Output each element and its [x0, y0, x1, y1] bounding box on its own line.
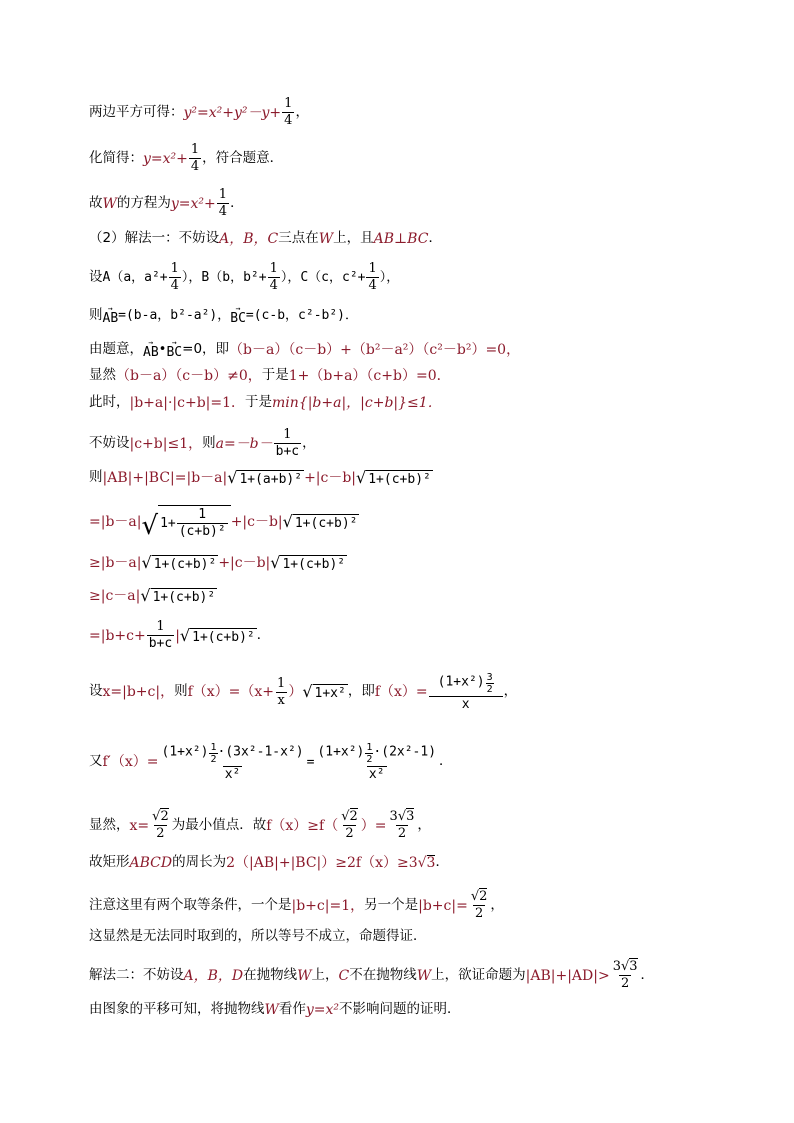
fraction: $\frac{√2}{2}$ [341, 809, 358, 841]
line-simplified: 化简得： y=x²+ $\frac{1}{4}$ ，符合题意． [89, 142, 284, 174]
vector-bc: → BC [166, 338, 183, 360]
sqrt: √ 1+(c+b)² [179, 625, 255, 645]
sqrt: √ 1+x² [302, 682, 346, 701]
fraction: $\frac{1}{b+c}$ [275, 427, 300, 459]
fraction: (1+x²) $\frac{3}{2}$ x [429, 672, 503, 712]
sqrt: √ 1+(a+b)² [227, 468, 303, 487]
line-perimeter-5: =|b+c+ $\frac{1}{b+c}$ | √ 1+(c+b)² ． [89, 619, 271, 651]
line-equality-conditions: 注意这里有两个取等条件，一个是 |b+c|=1， 另一个是 |b+c|= $\frac{√2}{2}$ ， [89, 889, 504, 921]
line-perimeter-1: 则 |AB|+|BC|=|b－a| √ 1+(a+b)² +|c－b| √ 1+(c+b)² [89, 468, 431, 487]
line-minimum: 显然， x= $\frac{√2}{2}$ 为最小值点．故 f（x）≥f（ $\frac{√2}{2}$ ）= $\frac{3√3}{2}$ ， [89, 809, 431, 841]
line-method-one: （2）解法一：不妨设 A，B，C 三点在 W 上，且 AB⊥BC ． [89, 230, 442, 247]
line-translation: 由图象的平移可知，将抛物线 W 看作 y=x² 不影响问题的证明． [89, 1001, 461, 1018]
line-vectors: 则 → AB =(b-a，b²-a²)， → BC =(c-b，c²-b²)． [89, 304, 358, 326]
line-function-f: 设 x=|b+c|， 则 f（x）=（x+ $\frac{1}{x}$ ） √ 1+x² ，即 f（x）= (1+x²) $\frac{3}{2}$ x ， [89, 672, 518, 712]
line-derivative: 又 f′（x）= (1+x²) $\frac{1}{2}$ ·(3x²-1-x²) x² = (1+x²) $\frac{1}{2}$ ·(2x²-1) x² ． [89, 742, 453, 782]
fraction: $\frac{1}{b+c}$ [148, 619, 173, 651]
line-perimeter-3: ≥|b－a| √ 1+(c+b)² +|c－b| √ 1+(c+b)² [89, 553, 346, 572]
line-points: 设 A（a，a²+ $\frac{1}{4}$ ），B（b，b²+ $\frac{1}{4}$ ），C（c，c²+ $\frac{1}{4}$ ）， [89, 261, 400, 293]
fraction: $\frac{1}{4}$ [218, 187, 228, 219]
line-method-two: 解法二：不妨设 A，B，D 在抛物线 W 上， C 不在抛物线 W 上，欲证命题为 |AB|+|AD|> $\frac{3√3}{2}$ ． [89, 959, 655, 991]
line-dot-product: 由题意， → AB • → BC =0，即 （b－a）（c－b）+（b²－a²）（c²－b²）=0， [89, 338, 521, 360]
vector-ab: → AB [102, 304, 119, 326]
line-conclusion: 这显然是无法同时取到的，所以等号不成立，命题得证． [89, 928, 427, 944]
line-perimeter-2: =|b－a| √ 1+ $\frac{1}{\text{(c+b)²}}$ +|c－b| √ 1+(c+b)² [89, 507, 358, 541]
line-rectangle: 故矩形 ABCD 的周长为 2（|AB|+|BC|）≥2f（x）≥3 √ 3 ． [89, 853, 449, 871]
sqrt: √ 1+(c+b)² [282, 512, 358, 531]
sqrt: √ 1+ $\frac{1}{\text{(c+b)²}}$ [141, 505, 230, 539]
vector-bc: → BC [230, 304, 246, 326]
sqrt: √ 1+(c+b)² [356, 468, 431, 487]
sqrt: √ 1+(c+b)² [140, 586, 216, 605]
line-equation-w: 故 W 的方程为 y=x²+ $\frac{1}{4}$ ． [89, 187, 244, 219]
line-assume: 不妨设 |c+b|≤1， 则 a=－b－ $\frac{1}{b+c}$ ， [89, 427, 316, 459]
fraction: $\frac{1}{4}$ [170, 261, 179, 293]
line-perimeter-4: ≥|c－a| √ 1+(c+b)² [89, 586, 216, 605]
fraction: $\frac{1}{4}$ [190, 142, 200, 174]
fraction: $\frac{√2}{2}$ [152, 809, 169, 841]
fraction: $\frac{1}{4}$ [284, 96, 293, 128]
line-squared: 两边平方可得： y²=x²+y²－y+ $\frac{1}{4}$ ， [89, 96, 309, 128]
fraction: $\frac{√2}{2}$ [470, 889, 488, 921]
sqrt: √ 1+(c+b)² [270, 553, 346, 572]
fraction: $\frac{3√3}{2}$ [389, 809, 415, 841]
fraction: $\frac{1}{x}$ [277, 675, 286, 708]
fraction: $\frac{1}{4}$ [269, 261, 278, 293]
sqrt: √ 1+(c+b)² [141, 553, 217, 572]
fraction: (1+x²) $\frac{1}{2}$ ·(2x²-1) x² [317, 742, 437, 782]
fraction: $\frac{3√3}{2}$ [612, 959, 638, 991]
line-at-this-time: 此时， |b+a|·|c+b|=1． 于是 min{|b+a|，|c+b|}≤1． [89, 394, 442, 411]
line-obviously: 显然 （b－a）（c－b）≠0， 于是 1+（b+a）（c+b）=0． [89, 367, 451, 384]
vector-ab: → AB [143, 338, 159, 360]
fraction: $\frac{1}{4}$ [368, 261, 377, 293]
fraction: (1+x²) $\frac{1}{2}$ ·(3x²-1-x²) x² [161, 742, 304, 782]
